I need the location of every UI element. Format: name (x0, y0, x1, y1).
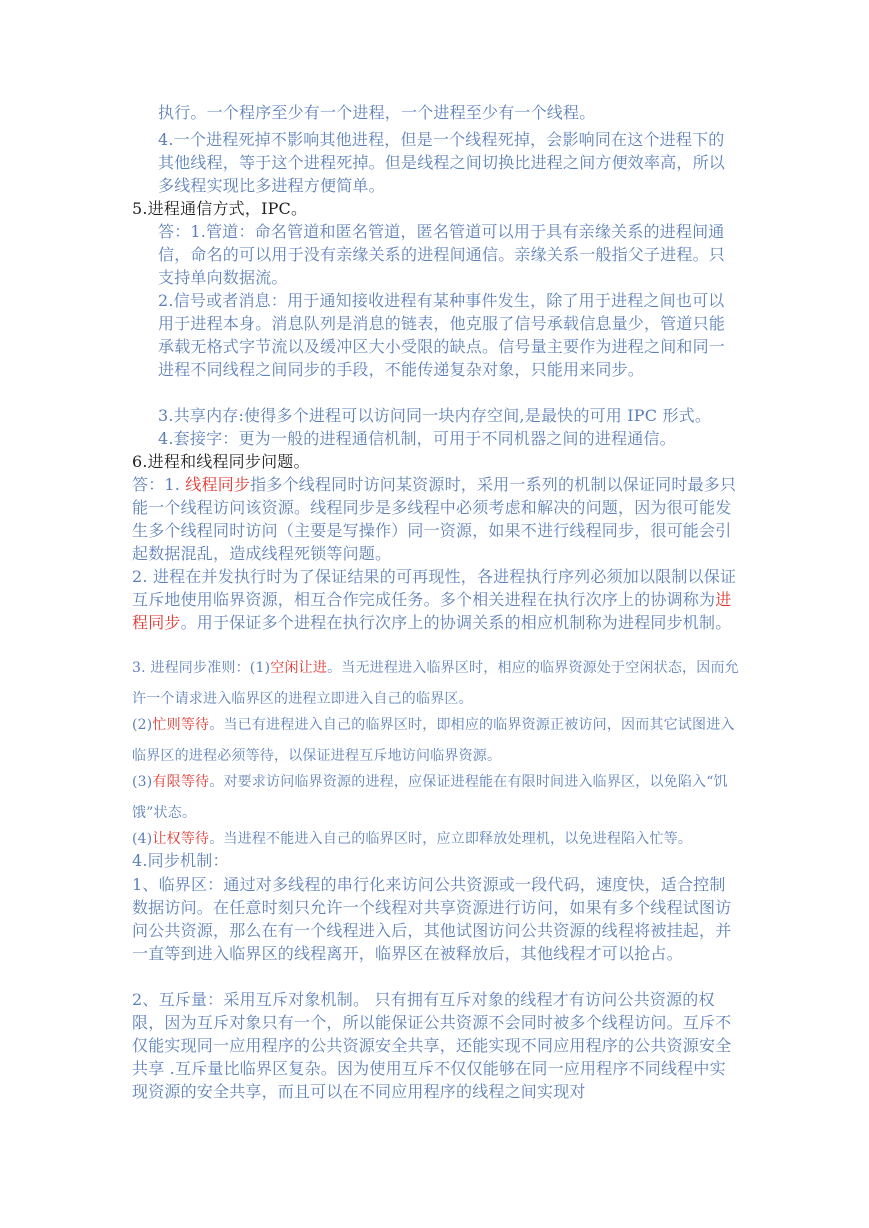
heading-ipc: 5.进程通信方式，IPC。 (132, 199, 308, 218)
paragraph-socket: 4.套接字：更为一般的进程通信机制，可用于不同机器之间的进程通信。 (158, 429, 676, 448)
text-segment: (2) (132, 717, 153, 733)
highlight-bounded-wait: 有限等待 (152, 774, 210, 790)
highlight-idle-enter: 空闲让进 (270, 660, 328, 676)
text-segment: 。当已有进程进入自己的临界区时，即相应的临界资源正被访问，因而其它试图进入临界区的进程必须等待，以保证进程互斥地访问临界资源。 (132, 717, 735, 764)
text-segment: 。当进程不能进入自己的临界区时，应立即释放处理机，以免进程陷入忙等。 (209, 831, 693, 847)
text-segment: 3. 进程同步准则：(1) (132, 660, 271, 676)
paragraph-signal-message: 2.信号或者消息：用于通知接收进程有某种事件发生，除了用于进程之间也可以用于进程本身。消息队列是消息的链表，他克服了信号承载信息量少，管道只能承载无格式字节流以及缓冲区大小受限的缺点。信号量主要作为进程之间和同一进程不同线程之间同步的手段，不能传递复杂对象，只能用来同步。 (158, 291, 726, 379)
paragraph-mutex: 2、互斥量：采用互斥对象机制。 只有拥有互斥对象的线程才有访问公共资源的权限，因为互斥对象只有一个，所以能保证公共资源不会同时被多个线程访问。互斥不仅能实现同一应用程序的公共资源安全共享，还能实现不同应用程序的公共资源安全共享 .互斥量比临界区复杂。因为使用互斥不仅仅能够在同一应用程序不同线程中实现资源的安全共享，而且可以在不同应用程序的线程之间实现对 (132, 990, 732, 1101)
paragraph-sync-rule-3 (132, 767, 740, 829)
text-segment: 。对要求访问临界资源的进程，应保证进程能在有限时间进入临界区，以免陷入“饥饿”状态。 (132, 774, 728, 821)
text-segment: 。用于保证多个进程在执行次序上的协调关系的相应机制称为进程同步机制。 (180, 613, 732, 632)
paragraph-thread-sync (132, 473, 740, 565)
text-segment: 2. 进程在并发执行时为了保证结果的可再现性，各进程执行序列必须加以限制以保证互斥地使用临界资源，相互合作完成任务。多个相关进程在执行次序上的协调称为 (132, 567, 737, 609)
highlight-thread-sync: 线程同步 (185, 475, 251, 494)
paragraph-process-thread-summary: 执行。一个程序至少有一个进程，一个进程至少有一个线程。 (158, 103, 596, 122)
highlight-yield-wait: 让权等待 (152, 831, 210, 847)
text-segment: 答：1. (132, 475, 186, 494)
text-segment: (3) (132, 774, 153, 790)
paragraph-critical-section: 1、临界区：通过对多线程的串行化来访问公共资源或一段代码，速度快，适合控制数据访问。在任意时刻只允许一个线程对共享资源进行访问，如果有多个线程试图访问公共资源，那么在有一个线程进入后，其他试图访问公共资源的线程将被挂起，并一直等到进入临界区的线程离开，临界区在被释放后，其他线程才可以抢占。 (132, 875, 732, 963)
text-segment: 指多个线程同时访问某资源时，采用一系列的机制以保证同时最多只能一个线程访问该资源。线程同步是多线程中必须考虑和解决的问题，因为很可能发生多个线程同时访问（主要是写操作）同一资源，如果不进行线程同步，很可能会引起数据混乱，造成线程死锁等问题。 (132, 475, 737, 563)
text-segment: 。当无进程进入临界区时，相应的临界资源处于空闲状态，因而允许一个请求进入临界区的进程立即进入自己的临界区。 (132, 660, 739, 707)
heading-sync: 6.进程和线程同步问题。 (132, 452, 310, 471)
paragraph-pipe: 答：1.管道：命名管道和匿名管道，匿名管道可以用于具有亲缘关系的进程间通信，命名的可以用于没有亲缘关系的进程间通信。亲缘关系一般指父子进程。只支持单向数据流。 (158, 222, 726, 287)
paragraph-thread-crash: 4.一个进程死掉不影响其他进程，但是一个线程死掉，会影响同在这个进程下的其他线程，等于这个进程死掉。但是线程之间切换比进程之间方便效率高，所以多线程实现比多进程方便简单。 (158, 130, 726, 195)
paragraph-sync-mechanism: 4.同步机制： (132, 851, 229, 870)
highlight-busy-wait: 忙则等待 (152, 717, 210, 733)
paragraph-process-sync (132, 565, 740, 634)
text-segment: (4) (132, 831, 153, 847)
paragraph-sync-rule-1 (132, 653, 740, 715)
paragraph-shared-memory: 3.共享内存:使得多个进程可以访问同一块内存空间,是最快的可用 IPC 形式。 (158, 406, 712, 425)
paragraph-sync-rule-2 (132, 710, 740, 772)
highlight-process-sync: 进程同步 (132, 590, 732, 632)
